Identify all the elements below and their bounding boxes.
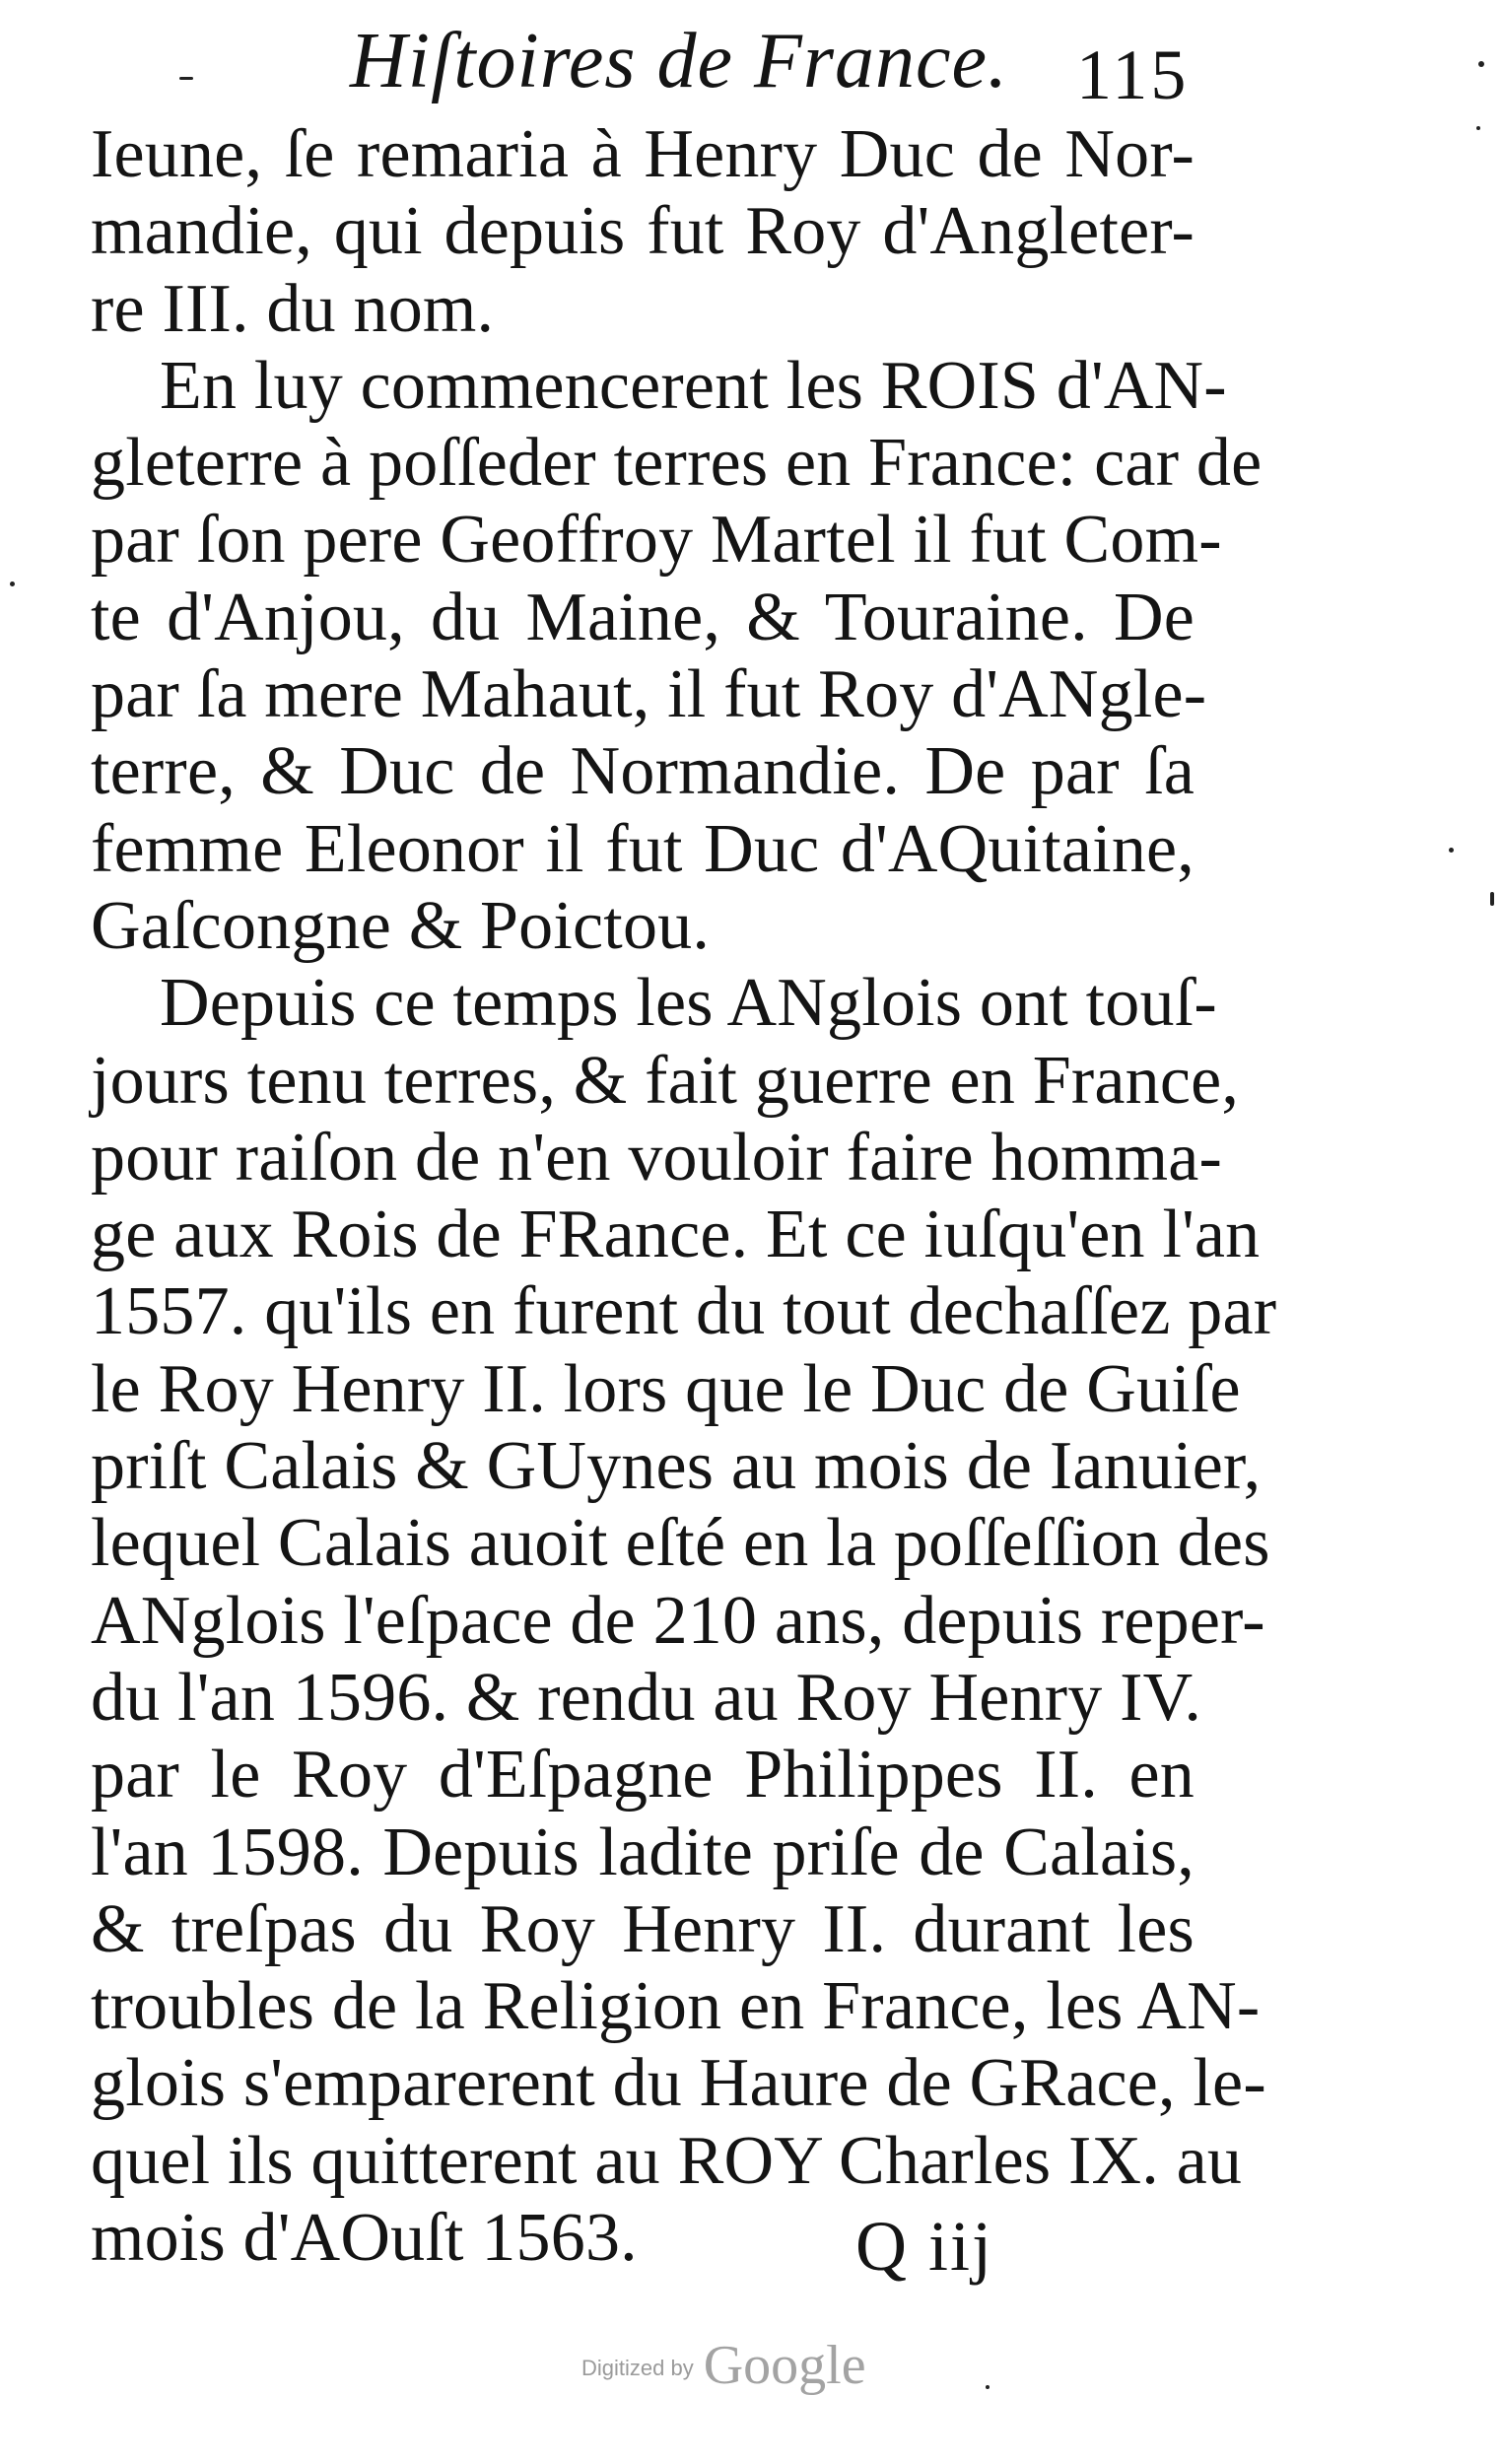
body-text [91, 116, 1277, 2277]
text-line-23: l'an 1598. Depuis ladite priſe de Calais, [91, 1814, 1195, 1890]
google-logo: Google [703, 2335, 866, 2396]
running-head-title: Hiſtoires de France. [350, 18, 1009, 104]
text-line-8: par ſa mere Mahaut, il fut Roy d'ANgle- [91, 656, 1207, 733]
text-line-9: terre, & Duc de Normandie. De par ſa [91, 733, 1195, 810]
text-line-21: du l'an 1596. & rendu au Roy Henry IV. [91, 1659, 1202, 1736]
text-line-26: glois s'emparerent du Haure de GRace, le- [91, 2045, 1266, 2122]
scan-speck [179, 77, 193, 80]
text-line-11: Gaſcongne & Poictou. [91, 887, 711, 964]
text-line-7: te d'Anjou, du Maine, & Touraine. De [91, 579, 1195, 655]
scan-speck [1476, 126, 1480, 130]
scan-speck [986, 2385, 990, 2389]
text-line-5: gleterre à poſſeder terres en France: car de [91, 425, 1263, 502]
text-line-20: ANglois l'eſpace de 210 ans, depuis reper- [91, 1582, 1265, 1659]
text-line-22: par le Roy d'Eſpagne Philippes II. en [91, 1737, 1195, 1814]
text-line-18: priſt Calais & GUynes au mois de Ianuier, [91, 1428, 1262, 1505]
text-line-15: ge aux Rois de FRance. Et ce iuſqu'en l'an [91, 1197, 1261, 1273]
page-number: 115 [1076, 35, 1190, 114]
text-line-13: jours tenu terres, & fait guerre en France, [91, 1042, 1240, 1119]
text-line-6: par ſon pere Geoffroy Martel il fut Com- [91, 502, 1222, 579]
text-line-27: quel ils quitterent au ROY Charles IX. au [91, 2122, 1243, 2199]
scan-speck [1449, 848, 1454, 853]
text-line-1: Ieune, ſe remaria à Henry Duc de Nor- [91, 116, 1195, 192]
text-line-28: mois d'AOuſt 1563. [91, 2200, 638, 2277]
text-line-14: pour raiſon de n'en vouloir faire homma- [91, 1119, 1223, 1196]
text-line-19: lequel Calais auoit eſté en la poſſeſſion des [91, 1505, 1270, 1582]
text-line-10: femme Eleonor il fut Duc d'AQuitaine, [91, 810, 1195, 887]
text-line-2: mandie, qui depuis fut Roy d'Angleter- [91, 193, 1195, 270]
scan-speck [10, 582, 15, 586]
text-line-12: Depuis ce temps les ANglois ont touſ- [160, 965, 1217, 1042]
text-line-3: re III. du nom. [91, 270, 495, 347]
scan-speck [1478, 61, 1484, 67]
text-line-4: En luy commencerent les ROIS d'AN- [160, 347, 1227, 424]
text-line-16: 1557. qu'ils en furent du tout dechaſſez par [91, 1273, 1277, 1350]
text-line-25: troubles de la Religion en France, les AN- [91, 1968, 1261, 2045]
scan-speck [1490, 892, 1494, 906]
signature-mark: Q iij [855, 2207, 994, 2286]
digitized-watermark [581, 2335, 866, 2396]
text-line-24: & treſpas du Roy Henry II. durant les [91, 1890, 1195, 1967]
digitized-by-label: Digitized by [581, 2356, 694, 2380]
text-line-17: le Roy Henry II. lors que le Duc de Guiſe [91, 1350, 1241, 1427]
